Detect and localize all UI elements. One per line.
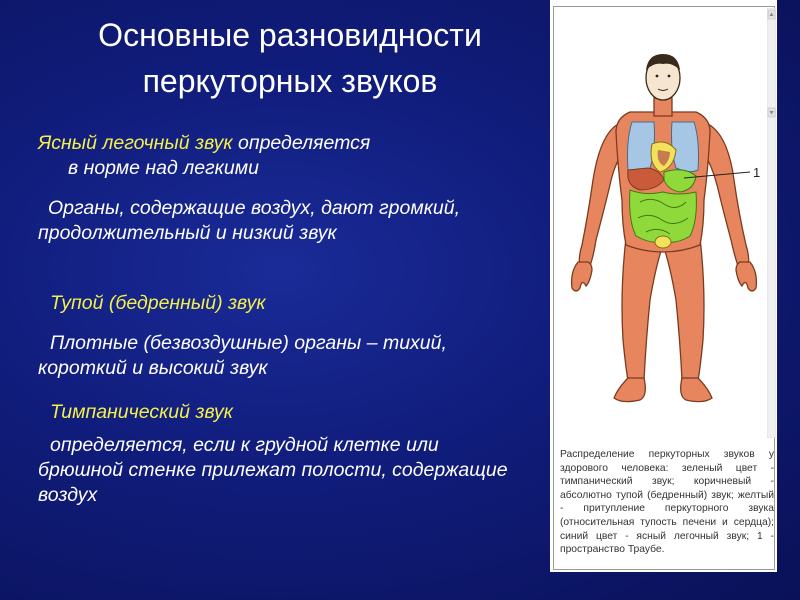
right-hand [736,262,756,291]
clear-sound-location: в норме над легкими [68,157,259,179]
clear-sound-heading: Ясный легочный звук [38,132,233,154]
intestines [630,190,697,242]
clear-sound-paragraph [38,131,518,181]
left-foot [614,378,645,402]
body-percussion-figure [560,40,770,420]
clear-sound-rest: определяется [232,132,371,154]
title-line-1: Основные разновидности [98,17,482,53]
right-lung [672,122,699,172]
figure-label-1: 1 [753,165,761,180]
tympanic-sound-text: определяется, если к грудной клетке или брюшной стенке прилежат полости, содержащие воздух [38,434,508,506]
air-organs-text: Органы, содержащие воздух, дают громкий, продолжительный и низкий звук [38,197,461,244]
dense-organs-text: Плотные (безвоздушные) органы – тихий, короткий и высокий звук [38,332,447,379]
right-foot [681,378,712,402]
neck [654,98,672,116]
slide-title [40,12,540,104]
figure-caption: Распределение перкуторных звуков у здорового человека: зеленый цвет - тимпанический звук; коричневый - абсолютно тупой (бедренный) звук; желтый - притупление перкуторного звука (относительная тупость печени и сердца); синий цвет - ясный легочный звук; 1 - пространство Траубе. [560,449,774,556]
left-hand [572,262,592,291]
title-line-2: перкуторных звуков [142,63,438,99]
left-lung [628,122,655,172]
tympanic-sound-heading: Тимпанический звук [50,401,233,423]
bladder [655,236,671,248]
dull-sound-heading: Тупой (бедренный) звук [50,292,266,314]
left-leg [622,238,663,380]
right-leg [663,238,704,380]
